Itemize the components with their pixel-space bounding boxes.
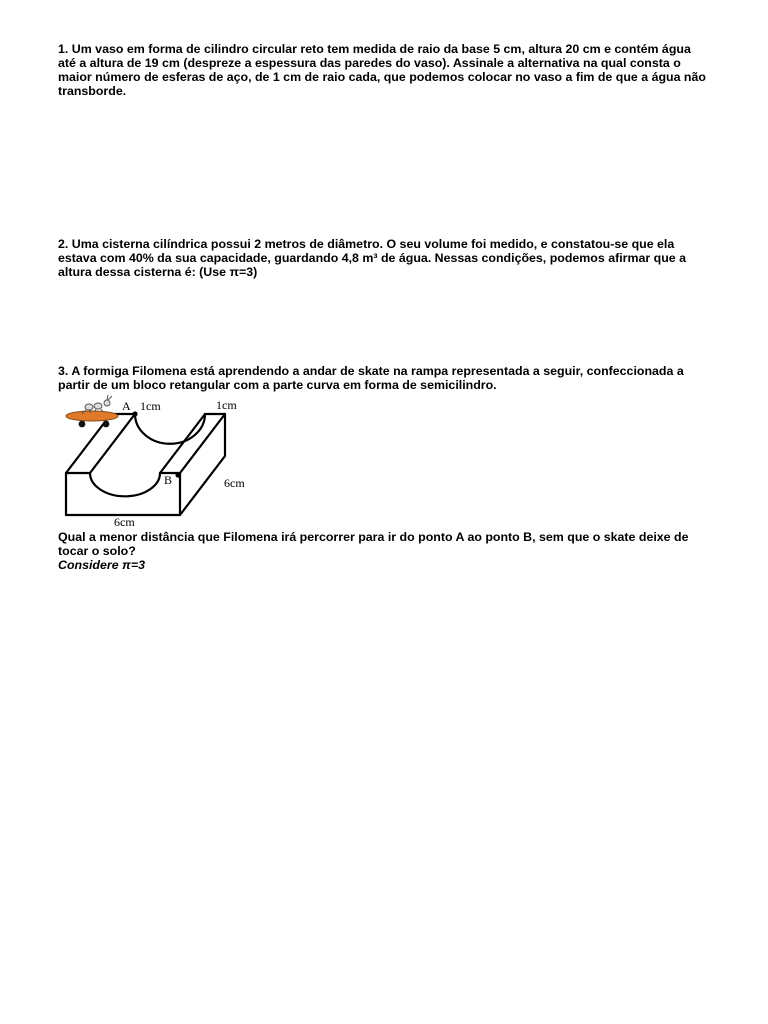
label-point-b: B — [164, 473, 173, 487]
question-2-text: 2. Uma cisterna cilíndrica possui 2 metros de diâmetro. O seu volume foi medido, e constatou-se que ela estava com 40% da sua capacidade, guardando 4,8 m³ de água. Nessas condições, podemos afirmar que a altura dessa cisterna é: (Use π=3) — [58, 237, 687, 279]
label-front-width: 6cm — [114, 515, 135, 529]
question-3-followup: Qual a menor distância que Filomena irá percorrer para ir do ponto A ao ponto B, sem que o skate deixe de tocar o solo? — [58, 530, 689, 558]
question-3-text: 3. A formiga Filomena está aprendendo a andar de skate na rampa representada a seguir, confeccionada a partir de um bloco retangular com a parte curva em forma de semicilindro. — [58, 364, 684, 392]
ramp-inner-left-edge — [90, 414, 135, 473]
label-depth: 6cm — [224, 476, 245, 490]
ant-on-skateboard-icon — [66, 395, 118, 427]
ramp-left-top-edge — [66, 414, 135, 473]
ramp-front-face — [66, 473, 180, 515]
label-point-a: A — [122, 399, 131, 413]
question-3-note: Considere π=3 — [58, 558, 145, 572]
label-top-left-width: 1cm — [140, 399, 161, 413]
point-b-dot — [175, 472, 180, 477]
skate-ramp-figure — [62, 394, 262, 530]
question-1-text: 1. Um vaso em forma de cilindro circular reto tem medida de raio da base 5 cm, altura 20 cm e contém água até a altura de 19 cm (despreze a espessura das paredes do vaso). Assinale a alternativa na qual consta o maior número de esferas de aço, de 1 cm de raio cada, que podemos colocar no vaso a fim de que a água não transborde. — [58, 42, 706, 98]
point-a-dot — [132, 411, 137, 416]
label-top-right-width: 1cm — [216, 398, 237, 412]
